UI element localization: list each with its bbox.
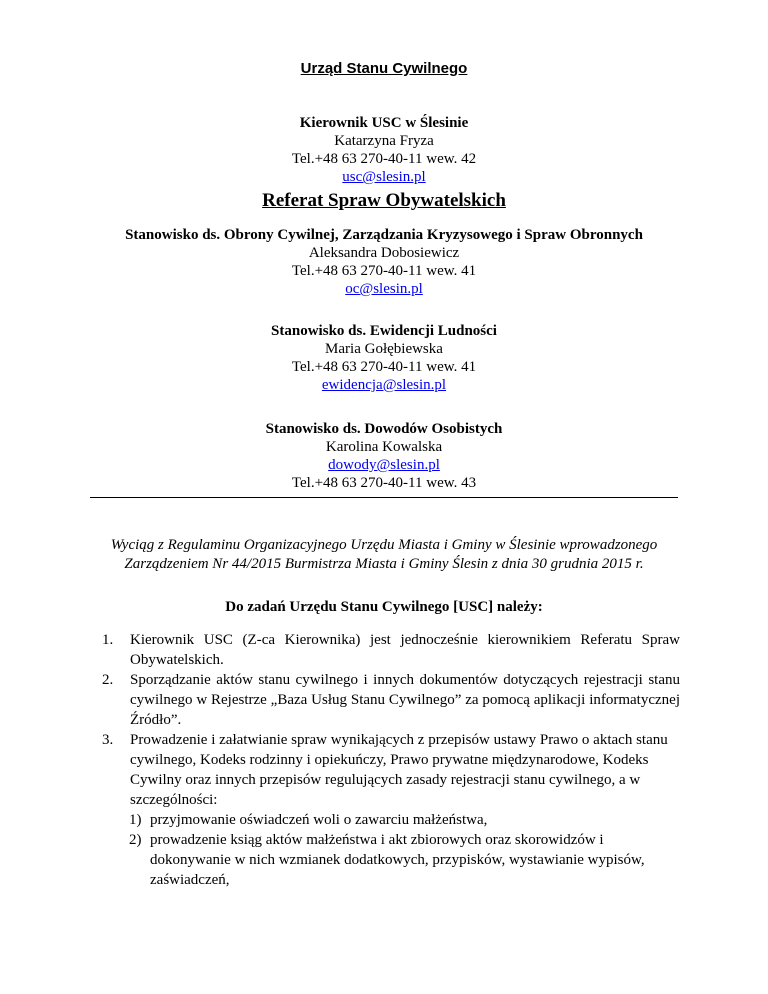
position-role: Stanowisko ds. Obrony Cywilnej, Zarządzania Kryzysowego i Spraw Obronnych <box>125 227 643 243</box>
position-phone: Tel.+48 63 270-40-11 wew. 41 <box>291 263 477 279</box>
regulation-excerpt <box>90 536 678 574</box>
kierownik-role: Kierownik USC w Ślesinie <box>299 115 469 131</box>
position-name: Maria Gołębiewska <box>325 341 443 357</box>
list-text: Prowadzenie i załatwianie spraw wynikających z przepisów ustawy Prawo o aktach stanu cywilnego, Kodeks rodzinny i opiekuńczy, Prawo prywatne międzynarodowe, Kodeks Cywilny oraz innych przepisów regulujących zasady rejestracji stanu cywilnego, a w szczególności: <box>130 732 668 808</box>
sub-list-text: przyjmowanie oświadczeń woli o zawarciu małżeństwa, <box>150 812 488 828</box>
position-email-link[interactable]: ewidencja@slesin.pl <box>321 377 447 393</box>
position-name: Karolina Kowalska <box>325 439 443 455</box>
position-role: Stanowisko ds. Ewidencji Ludności <box>271 323 497 339</box>
divider-line <box>90 497 678 498</box>
position-block-dowody <box>0 420 768 492</box>
kierownik-block <box>0 114 768 186</box>
list-item <box>90 730 680 810</box>
list-item <box>90 630 680 670</box>
excerpt-line: Wyciąg z Regulaminu Organizacyjnego Urzędu Miasta i Gminy w Ślesinie wprowadzonego <box>110 537 658 553</box>
position-role: Stanowisko ds. Dowodów Osobistych <box>265 421 503 437</box>
kierownik-name: Katarzyna Fryza <box>334 133 434 149</box>
excerpt-line: Zarządzeniem Nr 44/2015 Burmistrza Miasta i Gminy Ślesin z dnia 30 grudnia 2015 r. <box>124 556 644 572</box>
tasks-heading: Do zadań Urzędu Stanu Cywilnego [USC] należy: <box>225 599 543 615</box>
sub-list-number: 2) <box>129 832 142 848</box>
position-block-oc <box>0 226 768 298</box>
position-block-ewidencja <box>0 322 768 394</box>
position-email-link[interactable]: dowody@slesin.pl <box>328 457 440 473</box>
list-number: 1. <box>102 632 114 648</box>
sub-list-text: prowadzenie ksiąg aktów małżeństwa i akt zbiorowych oraz skorowidzów i dokonywanie w nich wzmianek dodatkowych, przypisków, wystawianie wypisów, zaświadczeń, <box>150 832 645 888</box>
position-name: Aleksandra Dobosiewicz <box>308 245 460 261</box>
list-text: Sporządzanie aktów stanu cywilnego i innych dokumentów dotyczących rejestracji stanu cywilnego w Rejestrze „Baza Usług Stanu Cywilnego” za pomocą aplikacji informatycznej Źródło”. <box>130 672 680 728</box>
list-item <box>90 670 680 730</box>
sub-list-item <box>90 830 680 890</box>
position-phone: Tel.+48 63 270-40-11 wew. 41 <box>291 359 477 375</box>
tasks-list <box>90 630 680 890</box>
list-text: Kierownik USC (Z-ca Kierownika) jest jednocześnie kierownikiem Referatu Spraw Obywatelskich. <box>130 632 680 668</box>
kierownik-phone: Tel.+48 63 270-40-11 wew. 42 <box>291 151 477 167</box>
page-title: Urząd Stanu Cywilnego <box>300 60 468 77</box>
position-email-link[interactable]: oc@slesin.pl <box>345 281 423 297</box>
list-number: 3. <box>102 732 114 748</box>
list-number: 2. <box>102 672 114 688</box>
position-phone: Tel.+48 63 270-40-11 wew. 43 <box>291 475 477 491</box>
sub-list-number: 1) <box>129 812 142 828</box>
sub-list-item <box>90 810 680 830</box>
referat-title: Referat Spraw Obywatelskich <box>262 190 506 211</box>
kierownik-email-link[interactable]: usc@slesin.pl <box>342 169 426 185</box>
